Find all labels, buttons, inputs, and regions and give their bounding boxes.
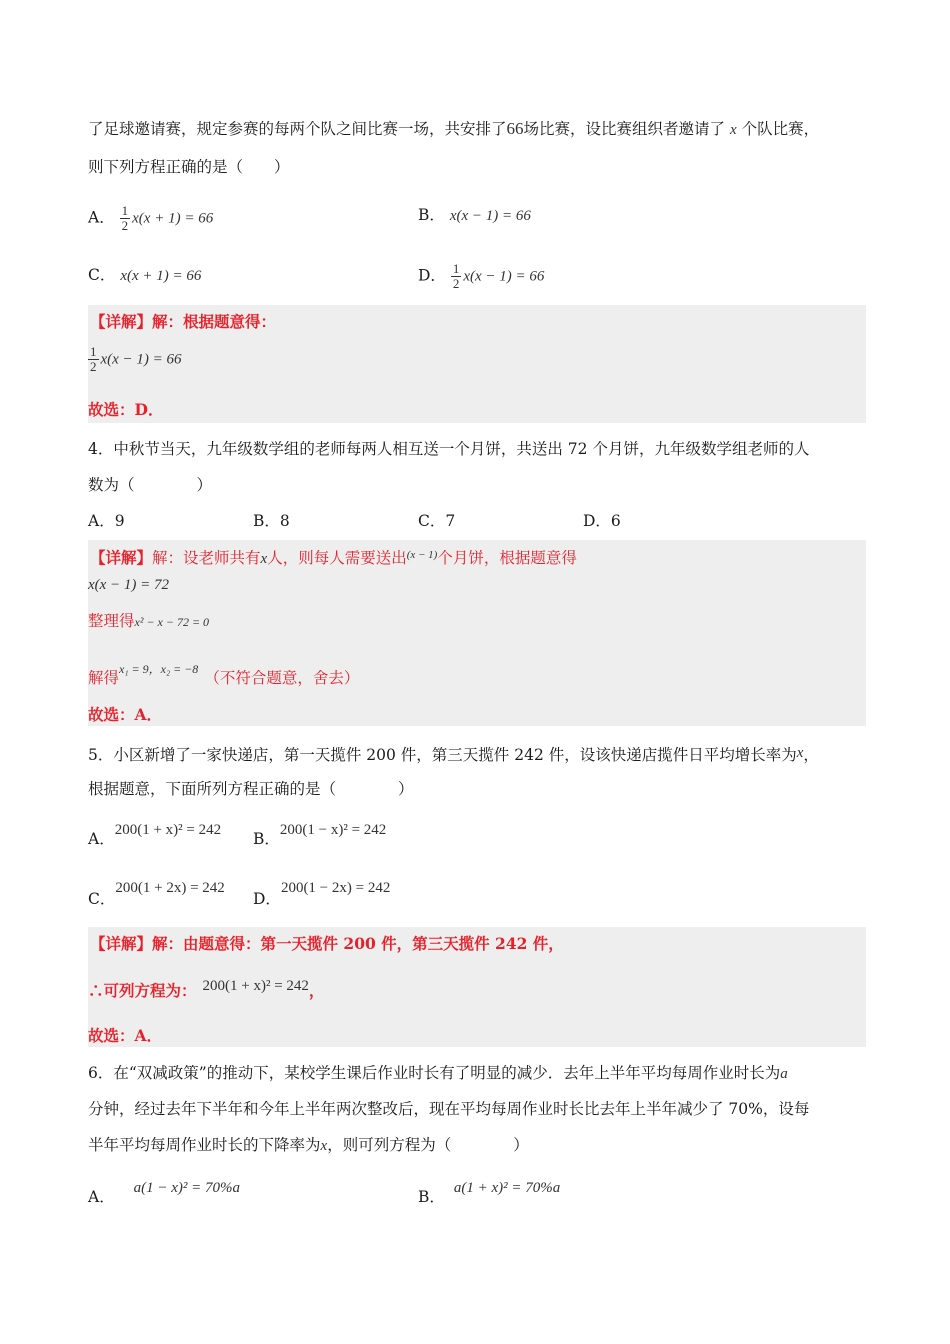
q4-option-a: A．9 [88,512,125,530]
q5-answer-equation: ∴可列方程为： 200(1 + x)² = 242， [88,978,325,1000]
q5-option-c: C．200(1 + 2x) = 242 [88,880,225,908]
q3-stem-line-1: 了足球邀请赛，规定参赛的每两个队之间比赛一场，共安排了66场比赛，设比赛组织者邀请了 x 个队比赛， [88,119,820,138]
q4-stem-line-1: 4．中秋节当天，九年级数学组的老师每两人相互送一个月饼，共送出 72 个月饼，九年级数学组老师的人 [88,440,810,458]
q4-equation-1: x(x − 1) = 72 [88,577,170,593]
q6-stem-line-2: 分钟，经过去年下半年和今年上半年两次整改后，现在平均每周作业时长比去年上半年减少了 70%，设每 [88,1100,810,1118]
q4-answer-intro: 【详解】解：设老师共有x人，则每人需要送出$^{(x - 1)}$个月饼，根据题意得 [90,548,577,567]
q6-stem-line-1: 6．在“双减政策”的推动下，某校学生课后作业时长有了明显的减少．去年上半年平均每周作业时长为a [88,1064,788,1082]
q3-stem-line-2: 则下列方程正确的是（ ） [88,158,290,176]
q4-option-d: D．6 [583,512,621,530]
q3-answer-equation: $\frac{1}{2}$ x(x − 1) = 66 [90,344,182,374]
q4-option-b: B．8 [253,512,290,530]
q6-option-b: B． a(1 + x)² = 70%a [418,1180,561,1206]
q5-option-b: B．200(1 − x)² = 242 [253,822,387,848]
q5-stem-line-1: 5．小区新增了一家快递店，第一天揽件 200 件，第三天揽件 242 件，设该快递店揽件日平均增长率为x， [88,745,819,764]
fraction-one-half: $\frac{1}{2}$ [90,344,97,374]
q6-option-a: A． a(1 − x)² = 70%a [88,1180,241,1206]
fraction-one-half: $\frac{1}{2}$ [452,261,460,291]
q5-option-d: D．200(1 − 2x) = 242 [253,880,391,908]
q5-stem-line-2: 根据题意，下面所列方程正确的是（ ） [88,780,414,798]
q3-option-d: D． $\frac{1}{2}$ x(x − 1) = 66 [418,261,545,291]
q3-answer-box [88,305,866,423]
q6-stem-line-3: 半年平均每周作业时长的下降率为x，则可列方程为（ ） [88,1136,529,1154]
q3-answer-intro: 【详解】解：根据题意得： [90,312,277,331]
q3-option-c: C． x(x + 1) = 66 [88,266,202,284]
q5-answer-box [88,927,866,1047]
q5-answer-intro: 【详解】解：由题意得：第一天揽件 200 件，第三天揽件 242 件， [90,934,564,953]
q4-stem-line-2: 数为（ ） [88,476,213,494]
q4-step-solve: 解得$^{x_1 = 9,x_2 = -8}$ （不符合题意，舍去） [88,662,360,687]
q3-answer-conclusion: 故选：D． [88,400,164,419]
q4-step-simplify: 整理得x² − x − 72 = 0 [88,612,210,630]
q3-option-a: A． $\frac{1}{2}$ x(x + 1) = 66 [88,203,214,233]
q4-option-c: C．7 [418,512,456,530]
q5-answer-conclusion: 故选：A． [88,1026,163,1045]
q4-answer-box [88,540,866,726]
fraction-one-half: $\frac{1}{2}$ [121,203,129,233]
q4-answer-conclusion: 故选：A． [88,705,163,724]
q5-option-a: A．200(1 + x)² = 242 [88,822,222,848]
q3-option-b: B． x(x − 1) = 66 [418,206,531,224]
